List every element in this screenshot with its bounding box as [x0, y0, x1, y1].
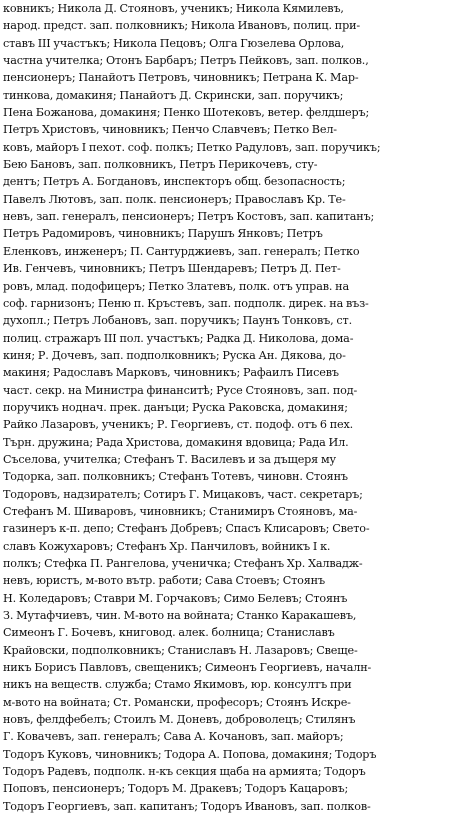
text-line: никъ на веществ. служба; Стамо Якимовъ, юр. консултъ при	[3, 678, 352, 692]
text-line: Павелъ Лютовъ, зап. полк. пенсионеръ; Православъ Кр. Те-	[3, 192, 346, 206]
text-line: ковникъ; Никола Д. Стояновъ, ученикъ; Никола Кямилевъ,	[3, 2, 344, 15]
text-line: Тодоръ Георгиевъ, зап. капитанъ; Тодоръ Ивановъ, зап. полков-	[3, 799, 371, 813]
text-line: ковъ, майоръ I пехот. соф. полкъ; Петко Радуловъ, зап. поручикъ;	[3, 140, 381, 154]
text-line: Стефанъ М. Шиваровъ, чиновникъ; Станимиръ Стояновъ, ма-	[3, 504, 358, 518]
text-line: дентъ; Петръ А. Богдановъ, инспекторъ общ. безопасность;	[3, 175, 346, 189]
text-line: част. секр. на Министра финанситѣ; Русе Стояновъ, зап. под-	[3, 383, 358, 397]
text-line: духопл.; Петръ Лобановъ, зап. поручикъ; Паунъ Тонковъ, ст.	[3, 314, 352, 328]
text-line: полкъ; Стефка П. Рангелова, ученичка; Стефанъ Хр. Халвадж-	[3, 557, 363, 570]
text-line: частна учителка; Отонъ Барбаръ; Петръ Пейковъ, зап. полков.,	[3, 54, 369, 68]
text-line: пенсионеръ; Панайотъ Петровъ, чиновникъ; Петрана К. Мар-	[3, 71, 359, 85]
text-line: тинкова, домакиня; Панайотъ Д. Скрински, зап. поручикъ;	[3, 88, 344, 102]
text-line: Петръ Христовъ, чиновникъ; Пенчо Славчевъ; Петко Вел-	[3, 123, 337, 137]
text-line: ровъ, млад. подофицеръ; Петко Златевъ, полк. отъ управ. на	[3, 279, 349, 293]
text-line: м-вото на войната; Ст. Романски, професоръ; Стоянъ Искре-	[3, 695, 351, 709]
text-line: газинеръ к-п. депо; Стефанъ Добревъ; Спасъ Клисаровъ; Свето-	[3, 522, 370, 536]
text-line: Симеонъ Г. Бочевъ, книговод. алек. болница; Станиславъ	[3, 626, 335, 640]
text-line: никъ Борисъ Павловъ, свещеникъ; Симеонъ Георгиевъ, началн-	[3, 661, 372, 675]
text-line: Бею Бановъ, зап. полковникъ, Петръ Перикочевъ, сту-	[3, 158, 318, 172]
text-line: Съселова, учителка; Стефанъ Т. Василевъ и за дъщеря му	[3, 452, 336, 466]
text-line: Петръ Радомировъ, чиновникъ; Парушъ Янковъ; Петръ	[3, 227, 323, 241]
text-line: Тодоровъ, надзирателъ; Сотиръ Г. Мицаковъ, част. секретаръ;	[3, 487, 363, 501]
text-line: полиц. стражаръ III пол. участъкъ; Радка Д. Николова, дома-	[3, 331, 354, 345]
text-line: З. Мутафчиевъ, чин. М-вото на войната; Станко Каракашевъ,	[3, 609, 357, 623]
text-line: Ив. Генчевъ, чиновникъ; Петръ Шендаревъ; Петръ Д. Пет-	[3, 262, 341, 276]
text-line: поручикъ ноднач. прек. данъци; Руска Раковска, домакиня;	[3, 400, 348, 414]
text-line: Поповъ, пенсионеръ; Тодоръ М. Дракевъ; Тодоръ Кацаровъ;	[3, 782, 349, 796]
text-line: Тодоръ Куковъ, чиновникъ; Тодора А. Попова, домакиня; Тодоръ	[3, 747, 377, 761]
text-line: Тодорка, зап. полковникъ; Стефанъ Тотевъ, чиновн. Стоянъ	[3, 470, 348, 484]
text-line: ставъ III участъкъ; Никола Пецовъ; Олга Гюзелева Орлова,	[3, 36, 345, 50]
text-line: Тодоръ Радевъ, подполк. н-къ секция щаба на армията; Тодоръ	[3, 765, 366, 779]
text-line: новъ, фелдфебелъ; Стоилъ М. Доневъ, доброволецъ; Стилянъ	[3, 713, 356, 727]
text-line: Н. Коледаровъ; Ставри М. Горчаковъ; Симо Белевъ; Стоянъ	[3, 591, 348, 605]
text-line: славъ Кожухаровъ; Стефанъ Хр. Панчиловъ, войникъ I к.	[3, 539, 331, 553]
text-line: Г. Ковачевъ, зап. генералъ; Сава А. Кочановъ, зап. майоръ;	[3, 730, 344, 744]
text-line: Пена Божанова, домакиня; Пенко Шотековъ, ветер. фелдшеръ;	[3, 106, 370, 120]
text-line: соф. гарнизонъ; Пеню п. Кръстевъ, зап. подполк. дирек. на въз-	[3, 296, 369, 310]
text-line: Търн. дружина; Рада Христова, домакиня вдовица; Рада Ил.	[3, 435, 349, 449]
text-line: невъ, юристъ, м-вото вътр. работи; Сава Стоевъ; Стоянъ	[3, 574, 325, 588]
text-line: макиня; Радославъ Марковъ, чиновникъ; Рафаилъ Писевъ	[3, 366, 339, 380]
text-line: киня; Р. Дочевъ, зап. подполковникъ; Руска Ан. Дякова, до-	[3, 348, 346, 362]
text-line: Райко Лазаровъ, ученикъ; Р. Георгиевъ, ст. подоф. отъ 6 пех.	[3, 418, 354, 432]
text-line: народ. предст. зап. полковникъ; Никола Ивановъ, полиц. при-	[3, 19, 361, 33]
text-line: Еленковъ, инженеръ; П. Сантурджиевъ, зап. генералъ; Петко	[3, 244, 360, 258]
text-line: Крайовски, подполковникъ; Станиславъ Н. Лазаровъ; Свеще-	[3, 643, 358, 657]
text-line: невъ, зап. генералъ, пенсионеръ; Петръ Костовъ, зап. капитанъ;	[3, 210, 375, 224]
